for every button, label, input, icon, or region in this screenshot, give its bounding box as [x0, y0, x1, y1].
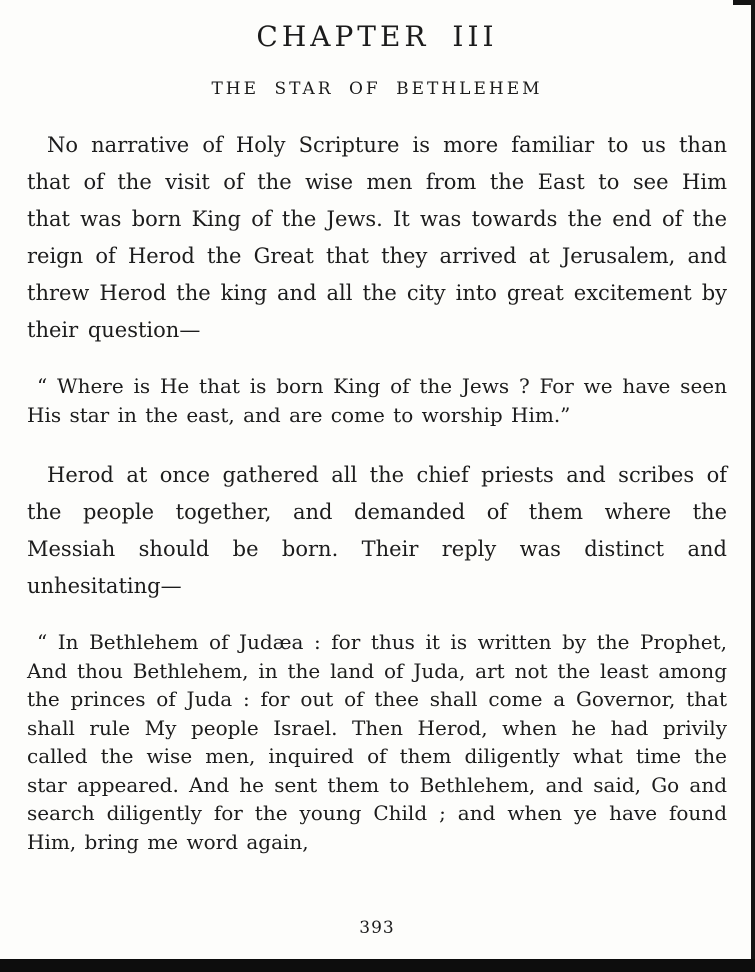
scan-edge-corner	[733, 0, 753, 5]
chapter-heading: CHAPTER III	[256, 20, 498, 53]
page-text-block	[27, 20, 727, 856]
page-number: 393	[359, 918, 395, 938]
paragraph-narrative-intro: No narrative of Holy Scripture is more familiar to us than that of the visit of the wise men from the East to see Him that was born King of the Jews. It was towards the end of the reign of Herod the Great that they arrived at Jerusalem, and threw Herod the king and all the city into great excitement by their question—	[27, 133, 727, 342]
section-heading: THE STAR OF BETHLEHEM	[211, 79, 543, 99]
scan-edge-bottom	[0, 959, 755, 972]
scan-edge-right	[751, 0, 755, 972]
paragraph-quote-wise-men: “ Where is He that is born King of the Jews ? For we have seen His star in the east, and are come to worship Him.”	[27, 374, 727, 427]
paragraph-herod-gathered: Herod at once gathered all the chief priests and scribes of the people together, and demanded of them where the Messiah should be born. Their reply was distinct and unhesitating—	[27, 463, 727, 598]
paragraph-quote-bethlehem: “ In Bethlehem of Judæa : for thus it is written by the Prophet, And thou Bethlehem, in the land of Juda, art not the least among the princes of Juda : for out of thee shall come a Governor, that shall rule My people Israel. Then Herod, when he had privily called the wise men, inquired of them diligently what time the star appeared. And he sent them to Bethlehem, and said, Go and search diligently for the young Child ; and when ye have found Him, bring me word again,	[27, 630, 727, 854]
